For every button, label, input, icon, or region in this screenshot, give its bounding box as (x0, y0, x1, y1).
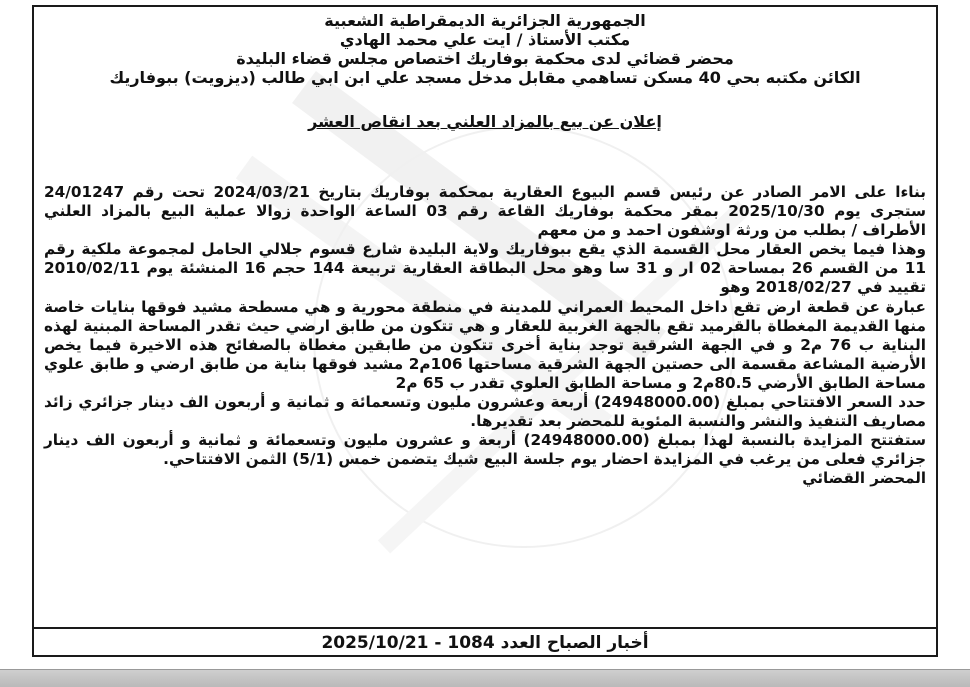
notice-frame (32, 5, 938, 657)
office-jurisdiction: محضر قضائي لدى محكمة بوفاريك اختصاص مجلس قضاء البليدة (236, 49, 734, 68)
publication-footer: أخبار الصباح العدد 1084 - 2025/10/21 (321, 633, 649, 653)
republic-title: الجمهورية الجزائرية الديمقراطية الشعبية (324, 11, 646, 30)
office-address: الكائن مكتبه بحي 40 مسكن تساهمي مقابل مدخل مسجد علي ابن ابي طالب (ديزويت) ببوفاريك (109, 68, 861, 87)
paragraph-opening-price: حدد السعر الافتتاحي بمبلغ (24948000.00) أربعة وعشرون مليون وتسعمائة و ثمانية و أربعون الف دينار جزائري زائد مصاريف التنفيذ والنشر والنسبة المئوية للمحضر بعد تقديرها. (44, 393, 926, 431)
signature: المحضر القضائي (802, 469, 926, 488)
footer-divider (34, 627, 936, 629)
paragraph-order: بناءا على الامر الصادر عن رئيس قسم البيوع العقارية بمحكمة بوفاريك بتاريخ 2024/03/21 تحت رقم 24/01247 ستجرى يوم 2025/10/30 بمقر محكمة بوفاريك القاعة رقم 03 الساعة الواحدة زوالا عملية البيع بالمزاد العلني الأطراف / بطلب من ورثة اوشفون احمد و من معهم (44, 183, 926, 240)
notice-body (44, 183, 926, 489)
page-bottom-bar (0, 669, 970, 687)
office-name: مكتب الأستاذ / ايت علي محمد الهادي (339, 30, 631, 49)
notice-header (46, 11, 924, 147)
paragraph-description: عبارة عن قطعة ارض تقع داخل المحيط العمراني للمدينة في منطقة محورية و هي مسطحة مشيد فوقها بنايات خاصة منها القديمة المغطاة بالقرميد تقع بالجهة الغربية للعقار و هي تتكون من طابق ارضي حيث تقدر المساحة المبنية لهذه البناية ب 76 م2 و في الجهة الشرقية توجد بناية أخرى تتكون من طابقين مغطاة بالصفائح هذه الاخيرة فيما يخص الأرضية المشاعة مقسمة الى حصتين الجهة الشرقية مساحتها 106م2 مشيد فوقها بناية من طابق ارضي و طابق علوي مساحة الطابق الأرضي 80.5م2 و مساحة الطابق العلوي تقدر ب 65 م2 (44, 297, 927, 392)
notice-title: إعلان عن بيع بالمزاد العلني بعد انقاص العشر (308, 112, 662, 131)
paragraph-property: وهذا فيما يخص العقار محل القسمة الذي يقع ببوفاريك ولاية البليدة شارع قسوم جلالي الحامل لمجموعة ملكية رقم 11 من القسم 26 بمساحة 02 ار و 31 سا وهو محل البطاقة العقارية تربيعة 144 حجم 16 المنشئة يوم 2010/02/11 تقييد في 2018/02/27 وهو (44, 240, 926, 297)
paragraph-auction-terms: ستفتتح المزايدة بالنسبة لهذا بمبلغ (24948000.00) أربعة و عشرون مليون وتسعمائة و ثمانية و أربعون الف دينار جزائري فعلى من يرغب في المزايدة احضار يوم جلسة البيع شيك يتضمن خمس (5/1) الثمن الافتتاحي. (44, 431, 926, 469)
